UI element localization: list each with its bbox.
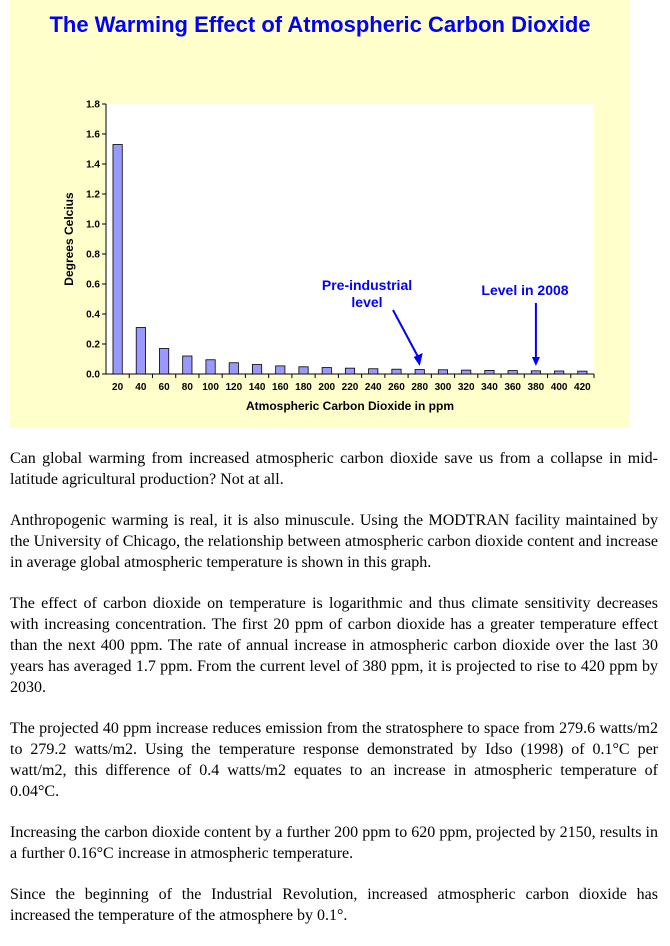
chart-panel (10, 0, 630, 428)
x-tick-label: 400 (550, 382, 568, 393)
x-tick-label: 20 (112, 382, 124, 393)
y-tick-label: 0.8 (86, 249, 100, 261)
annotation-level-2008: Level in 2008 (481, 282, 569, 298)
x-tick-label: 380 (527, 382, 545, 393)
bar (462, 370, 471, 374)
y-tick-label: 0.2 (86, 339, 100, 351)
bar (578, 371, 587, 374)
bar (229, 363, 238, 374)
bar (159, 349, 168, 375)
article-body (10, 448, 658, 946)
x-tick-label: 180 (295, 382, 312, 393)
bar (276, 366, 285, 374)
chart-title: The Warming Effect of Atmospheric Carbon Dioxide (49, 12, 591, 37)
x-tick-label: 40 (135, 382, 147, 393)
article-paragraph: Anthropogenic warming is real, it is also minuscule. Using the MODTRAN facility maintained by the University of Chicago, the relationship between atmospheric carbon dioxide content and increase in average global atmospheric temperature is shown in this graph. (10, 512, 658, 571)
x-tick-label: 80 (181, 382, 193, 393)
bar (322, 368, 331, 374)
x-tick-label: 220 (341, 382, 359, 393)
x-tick-label: 200 (318, 382, 336, 393)
y-tick-label: 0.0 (86, 369, 100, 381)
y-tick-label: 0.4 (86, 309, 100, 321)
x-tick-label: 120 (225, 382, 243, 393)
bar (345, 368, 354, 374)
x-tick-label: 160 (271, 382, 289, 393)
x-tick-label: 280 (411, 382, 429, 393)
x-tick-label: 340 (481, 382, 498, 393)
y-tick-label: 0.6 (86, 279, 100, 291)
article-paragraph: The effect of carbon dioxide on temperature is logarithmic and thus climate sensitivity decreases with increasing concentration. The first 20 ppm of carbon dioxide has a greater temperature effect than the next 400 ppm. The rate of annual increase in atmospheric carbon dioxide over the last 30 years has averaged 1.7 ppm. From the current level of 380 ppm, it is projected to rise to 420 ppm by 2030. (10, 595, 658, 696)
x-tick-label: 320 (457, 382, 475, 393)
x-axis-title: Atmospheric Carbon Dioxide in ppm (245, 399, 455, 413)
bar (183, 356, 192, 374)
x-tick-label: 360 (504, 382, 522, 393)
y-tick-label: 1.6 (86, 129, 100, 141)
bar (415, 370, 424, 375)
bar-chart (10, 0, 630, 428)
y-tick-label: 1.8 (86, 99, 100, 111)
plot-area (106, 104, 594, 374)
article-paragraph: Increasing the carbon dioxide content by a further 200 ppm to 620 ppm, projected by 2150, results in a further 0.16°C increase in atmospheric temperature. (10, 824, 658, 862)
x-tick-label: 260 (388, 382, 405, 393)
bar (554, 371, 563, 374)
y-tick-label: 1.4 (86, 159, 100, 171)
x-tick-label: 140 (248, 382, 266, 393)
y-axis-title: Degrees Celcius (62, 192, 76, 286)
y-tick-label: 1.0 (86, 219, 100, 231)
article-paragraph: Can global warming from increased atmospheric carbon dioxide save us from a collapse in mid-latitude agricultural production? Not at all. (10, 450, 658, 488)
bar (113, 145, 122, 375)
bar (508, 371, 517, 374)
annotation-preindustrial-line1: Pre-industrial (321, 277, 413, 293)
bar (136, 328, 145, 375)
bar (369, 369, 378, 374)
bar (252, 365, 261, 374)
bar (206, 360, 215, 374)
bar (299, 367, 308, 374)
x-tick-label: 60 (158, 382, 170, 393)
x-tick-label: 420 (574, 382, 591, 393)
x-tick-label: 100 (202, 382, 219, 393)
bar (392, 369, 401, 374)
bar (485, 370, 494, 374)
bar (531, 371, 540, 374)
x-tick-label: 240 (364, 382, 382, 393)
bar (438, 370, 447, 374)
x-tick-label: 300 (434, 382, 452, 393)
annotation-preindustrial-line2: level (351, 294, 383, 310)
article-paragraph: Since the beginning of the Industrial Revolution, increased atmospheric carbon dioxide has increased the temperature of the atmosphere by 0.1°. (10, 886, 658, 924)
y-tick-label: 1.2 (86, 189, 100, 201)
article-paragraph: The projected 40 ppm increase reduces emission from the stratosphere to space from 279.6 watts/m2 to 279.2 watts/m2. Using the temperature response demonstrated by Idso (1998) of 0.1°C per watt/m2, this difference of 0.4 watts/m2 equates to an increase in atmospheric temperature of 0.04°C. (10, 720, 658, 800)
